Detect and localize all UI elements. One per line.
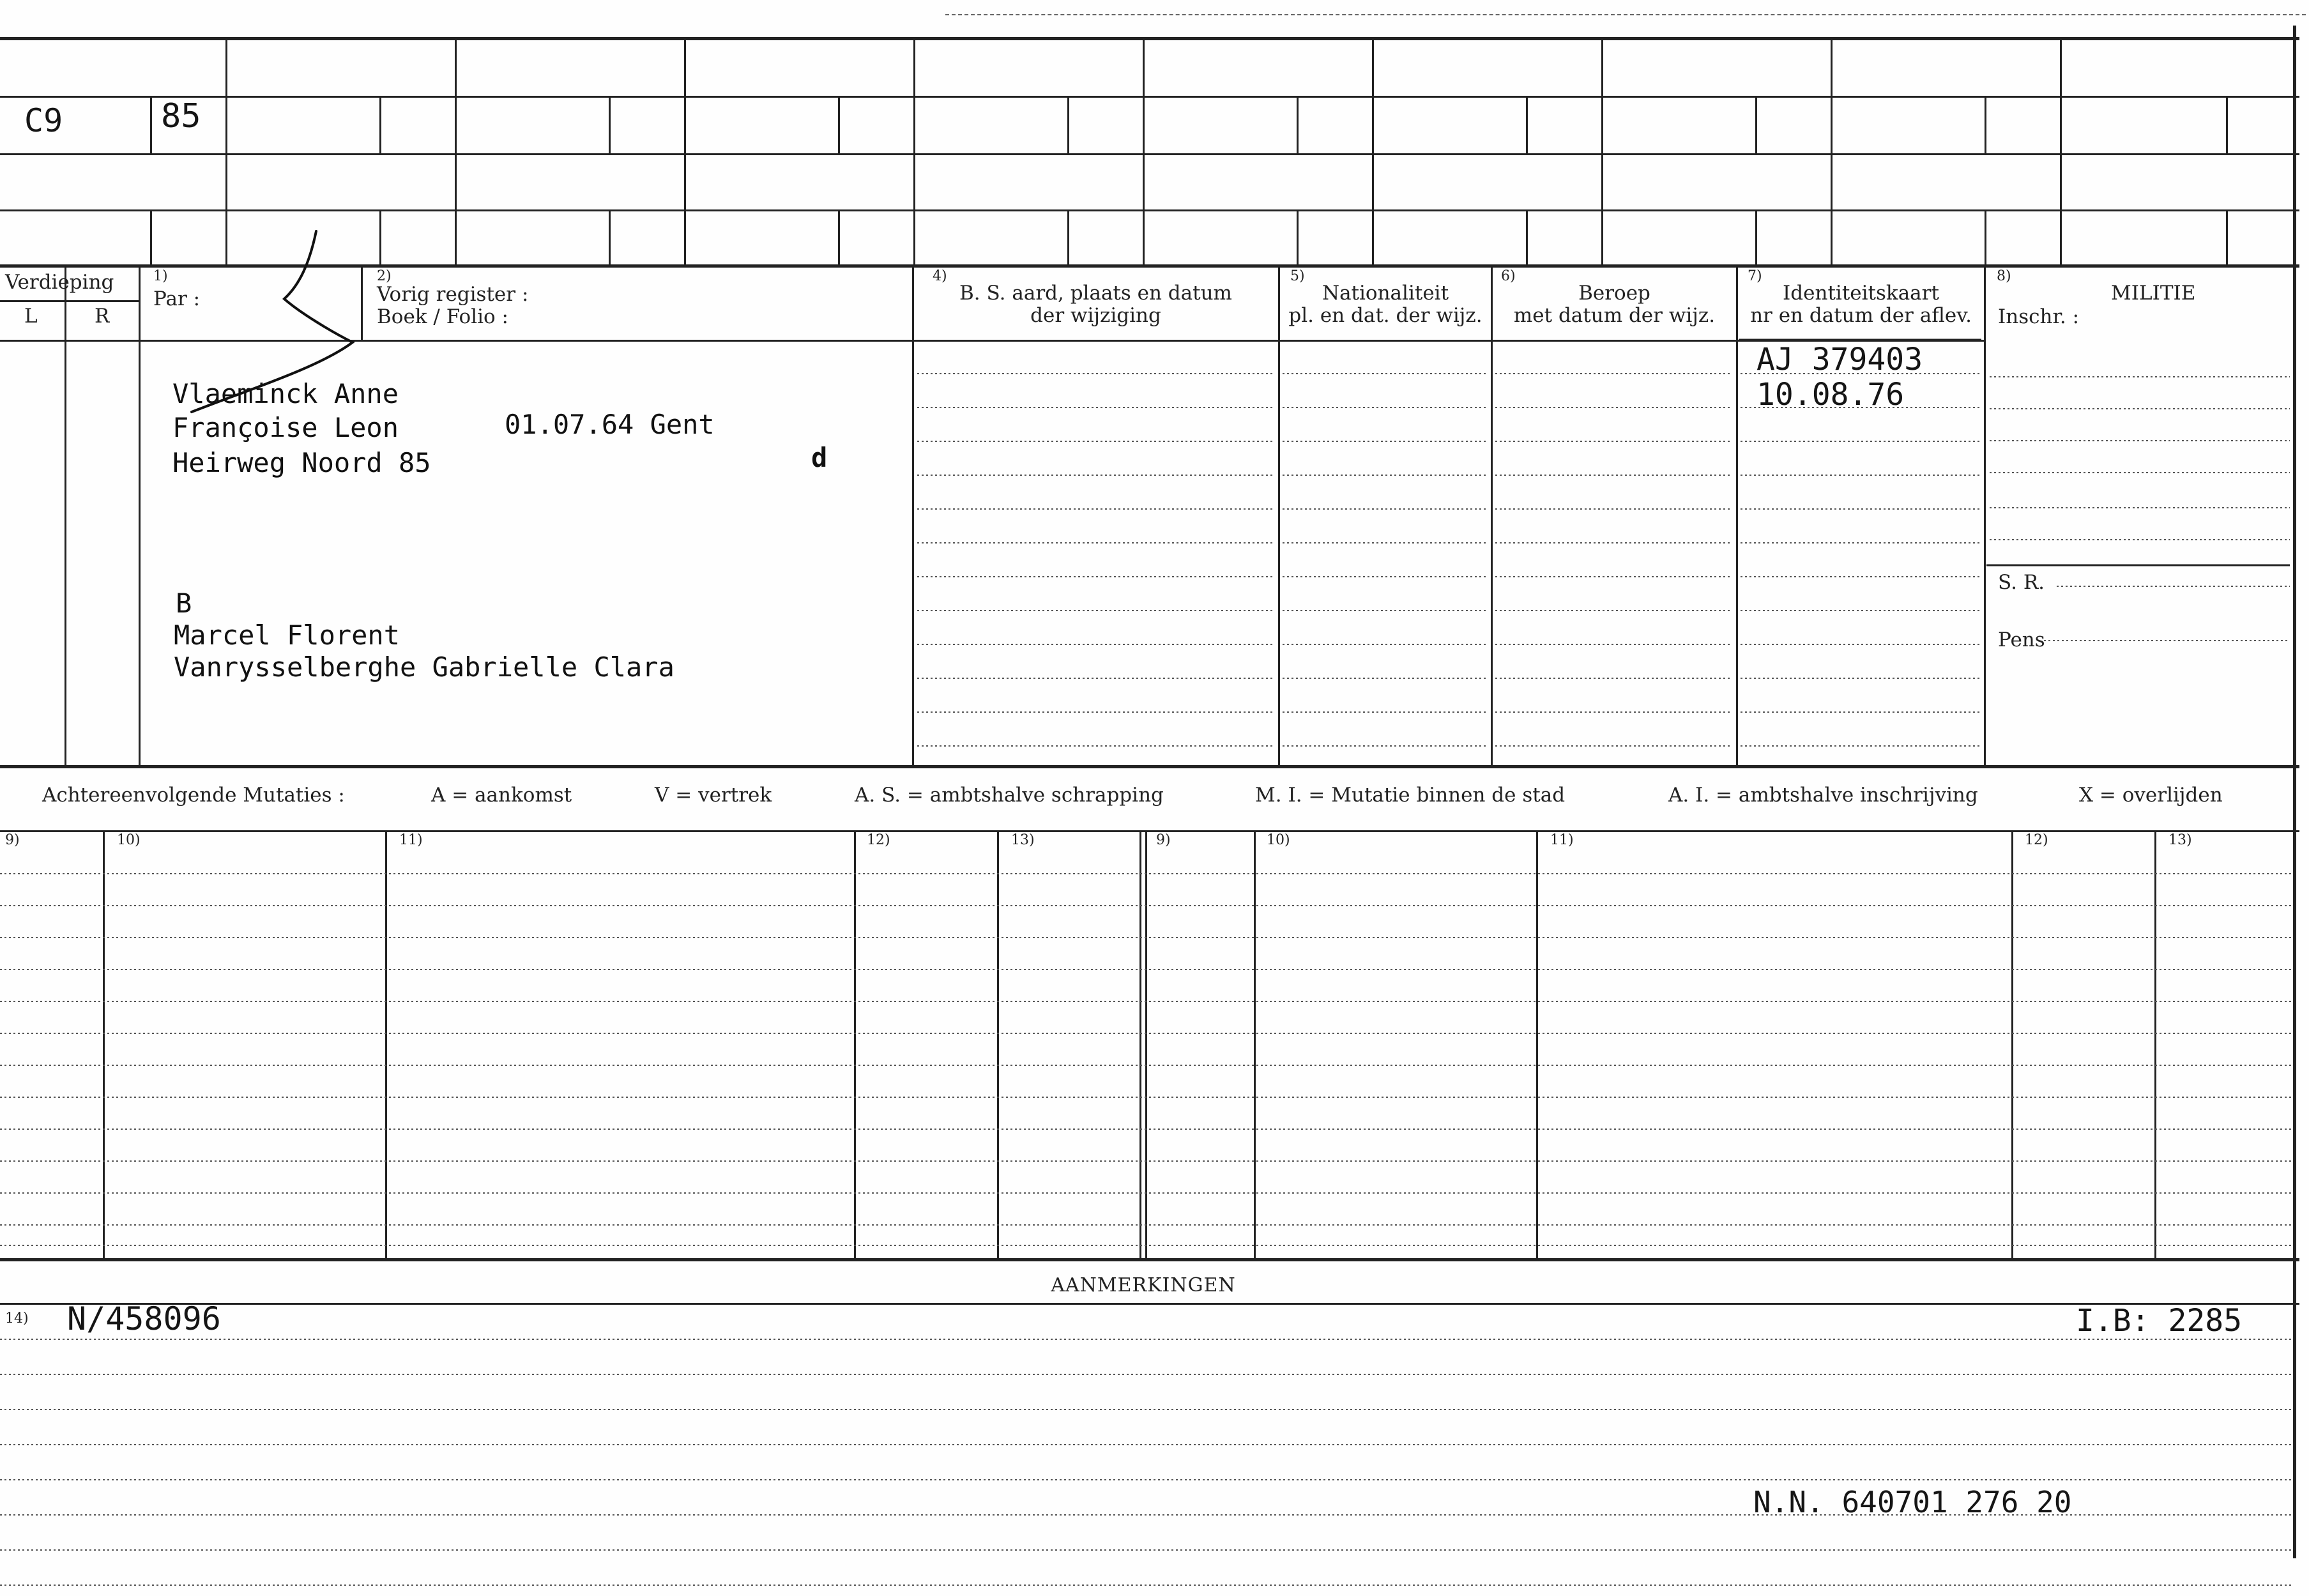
identiteitskaart-heading-line2: nr en datum der aflev.: [1750, 304, 1972, 327]
id-card-number: AJ 379403: [1757, 342, 1923, 377]
remarks-ib-number: I.B: 2285: [2076, 1303, 2243, 1339]
identiteitskaart-heading-line1: Identiteitskaart: [1783, 282, 1939, 305]
legend-aankomst: A = aankomst: [431, 784, 572, 807]
person-name-line2: Françoise Leon: [172, 412, 399, 443]
aanmerkingen-heading: AANMERKINGEN: [1051, 1274, 1236, 1296]
mut-col-header: 12): [2025, 832, 2048, 848]
beroep-heading-line2: met datum der wijz.: [1513, 304, 1716, 327]
sr-label: S. R.: [1998, 571, 2045, 594]
l-label: L: [24, 305, 38, 328]
remarks-number: 14): [5, 1311, 29, 1326]
militie-heading: MILITIE: [2111, 282, 2196, 305]
bs-heading-line2: der wijziging: [1030, 304, 1161, 327]
par-label: Par :: [153, 287, 201, 310]
top-box-1-value: C9: [24, 102, 63, 139]
inschr-label: Inschr. :: [1998, 305, 2080, 328]
col2-number: 2): [377, 268, 392, 284]
mut-col-header: 9): [1156, 832, 1171, 848]
verdieping-label: Verdieping: [5, 271, 114, 294]
mut-col-header: 13): [2168, 832, 2192, 848]
mut-col-header: 11): [399, 832, 423, 848]
mut-col-header: 12): [867, 832, 890, 848]
mut-col-header: 9): [5, 832, 20, 848]
legend-vertrek: V = vertrek: [655, 784, 772, 807]
r-label: R: [95, 305, 110, 328]
birth-date-place: 01.07.64 Gent: [505, 409, 715, 440]
remarks-national-number: N.N. 640701 276 20: [1753, 1485, 2072, 1519]
bs-heading-line1: B. S. aard, plaats en datum: [959, 282, 1232, 305]
vorig-register-label: Vorig register :: [377, 283, 529, 306]
col8-number: 8): [1997, 268, 2011, 284]
remarks-reference: N/458096: [67, 1300, 221, 1337]
mut-col-header: 10): [1267, 832, 1290, 848]
nationaliteit-heading-line1: Nationaliteit: [1322, 282, 1449, 305]
mark-d: d: [811, 442, 828, 473]
address: Heirweg Noord 85: [172, 447, 431, 478]
legend-ambtshalve-inschrijving: A. I. = ambtshalve inschrijving: [1668, 784, 1978, 807]
legend-mutatie-binnen-stad: M. I. = Mutatie binnen de stad: [1255, 784, 1566, 807]
col1-number: 1): [153, 268, 168, 284]
col4-number: 4): [933, 268, 947, 284]
person-name-line1: Vlaeminck Anne: [172, 378, 399, 409]
col7-number: 7): [1748, 268, 1762, 284]
mut-col-header: 13): [1011, 832, 1035, 848]
mutations-legend-title: Achtereenvolgende Mutaties :: [42, 784, 345, 807]
top-box-2-value: 85: [161, 97, 201, 135]
marital-status-b: B: [176, 588, 192, 619]
legend-ambtshalve-schrapping: A. S. = ambtshalve schrapping: [855, 784, 1164, 807]
father-name: Marcel Florent: [174, 619, 400, 651]
col5-number: 5): [1290, 268, 1305, 284]
col6-number: 6): [1501, 268, 1516, 284]
beroep-heading-line1: Beroep: [1578, 282, 1650, 305]
pens-label: Pens: [1998, 628, 2045, 651]
nationaliteit-heading-line2: pl. en dat. der wijz.: [1288, 304, 1482, 327]
mut-col-header: 11): [1550, 832, 1574, 848]
id-card-date: 10.08.76: [1757, 377, 1905, 413]
legend-overlijden: X = overlijden: [2079, 784, 2223, 807]
mother-name: Vanrysselberghe Gabrielle Clara: [174, 651, 674, 683]
boek-folio-label: Boek / Folio :: [377, 305, 508, 328]
mut-col-header: 10): [117, 832, 141, 848]
